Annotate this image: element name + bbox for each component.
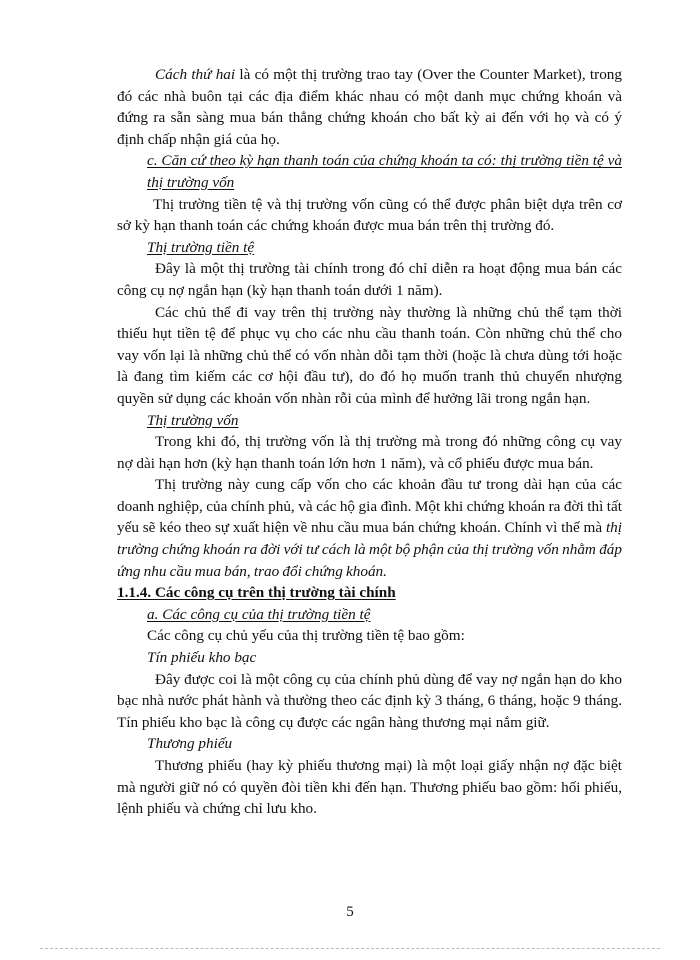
- heading-maturity-classification: c. Căn cứ theo kỳ hạn thanh toán của chứng khoán ta có: thị trường tiền tệ và thị trường vốn: [147, 152, 622, 191]
- paragraph-text: là có một thị trường trao tay (Over the Counter Market), trong đó các nhà buôn tại các địa điểm khác nhau có một danh mục chứng khoán và đứng ra sẵn sàng mua bán thẳng chứng khoán cho bất kỳ ai đến với họ và có ý định chấp nhận giá của họ.: [117, 66, 622, 148]
- section-heading-1-1-4: 1.1.4. Các công cụ trên thị trường tài chính: [117, 584, 396, 602]
- paragraph-money-market-definition: Đây là một thị trường tài chính trong đó chỉ diễn ra hoạt động mua bán các công cụ nợ ngắn hạn (kỳ hạn thanh toán dưới 1 năm).: [117, 260, 622, 299]
- paragraph-instruments-intro: Các công cụ chủ yếu của thị trường tiền tệ bao gồm:: [147, 627, 465, 645]
- paragraph-commercial-paper: Thương phiếu (hay kỳ phiếu thương mại) là một loại giấy nhận nợ đặc biệt mà người giữ nó có quyền đòi tiền khi đến hạn. Thương phiếu bao gồm: hối phiếu, lệnh phiếu và chứng chỉ lưu kho.: [117, 757, 622, 818]
- subheading-money-market: Thị trường tiền tệ: [147, 238, 255, 256]
- subheading-commercial-paper: Thương phiếu: [147, 735, 233, 753]
- paragraph-treasury-bills: Đây được coi là một công cụ của chính phủ dùng để vay nợ ngắn hạn do kho bạc nhà nước phát hành và thường theo các định kỳ 3 tháng, 6 tháng, hoặc 9 tháng. Tín phiếu kho bạc là công cụ được các ngân hàng thương mại nắm giữ.: [117, 670, 622, 731]
- paragraph-money-market-participants: Các chủ thể đi vay trên thị trường này thường là những chủ thể tạm thời thiếu hụt tiền tệ để phục vụ cho các nhu cầu thanh toán. Còn những chủ thể cho vay vốn lại là những chủ thể có vốn nhàn dỗi tạm thời (hoặc là chưa dùng tới hoặc là đang tìm kiếm các cơ hội đầu tư), do đó họ muốn tranh thủ chuyển nhượng quyền sử dụng các khoản vốn nhàn rỗi của mình để hưởng lãi trong ngắn hạn.: [117, 303, 622, 407]
- page-number: 5: [346, 904, 354, 920]
- paragraph-lead-italic: Cách thứ hai: [155, 66, 236, 83]
- paragraph-distinction: Thị trường tiền tệ và thị trường vốn cũng có thể được phân biệt dựa trên cơ sở kỳ hạn thanh toán các chứng khoán được mua bán trên thị trường đó.: [117, 195, 622, 235]
- page-bottom-divider: [40, 948, 660, 949]
- paragraph-italic-text: thị trường chứng khoán ra đời với tư cách là một bộ phận của thị trường vốn nhằm đáp ứng nhu cầu mua bán, trao đổi chứng khoán.: [117, 519, 622, 580]
- paragraph-capital-market-role: [117, 474, 622, 582]
- paragraph-text: Thị trường này cung cấp vốn cho các khoản đầu tư trong dài hạn của các doanh nghiệp, của chính phủ, và các hộ gia đình. Một khi chứng khoán ra đời thì tất yếu sẽ kéo theo sự xuất hiện về nhu cầu mua bán chứng khoán. Chính vì thế mà: [117, 476, 622, 537]
- page-content: [117, 64, 622, 820]
- subheading-capital-market: Thị trường vốn: [147, 411, 239, 429]
- heading-money-market-instruments: a. Các công cụ của thị trường tiền tệ: [147, 605, 371, 623]
- subheading-treasury-bills: Tín phiếu kho bạc: [147, 649, 257, 667]
- paragraph-capital-market-definition: Trong khi đó, thị trường vốn là thị trường mà trong đó những công cụ vay nợ dài hạn hơn (kỳ hạn thanh toán lớn hơn 1 năm), và cổ phiếu được mua bán.: [117, 433, 622, 472]
- paragraph-otc-market: [117, 64, 622, 150]
